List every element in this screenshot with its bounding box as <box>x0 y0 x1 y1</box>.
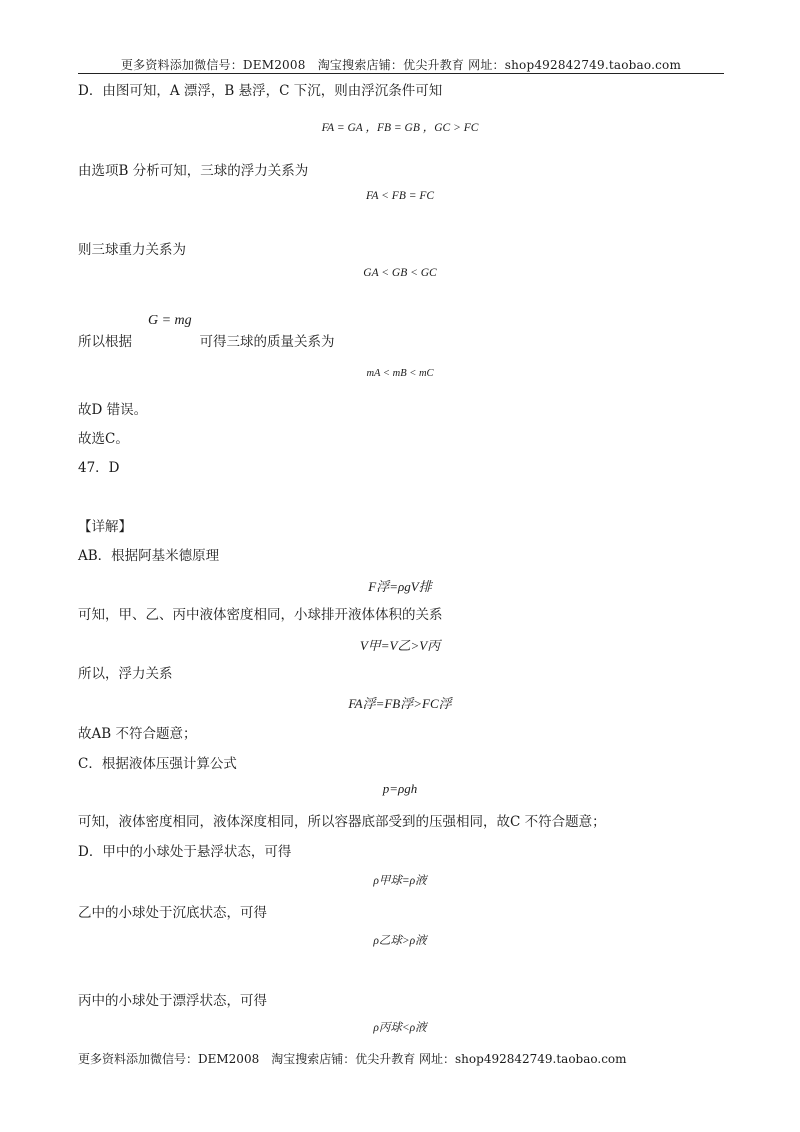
question-number: 47．D <box>78 460 120 476</box>
text-line: 丙中的小球处于漂浮状态，可得 <box>78 993 267 1009</box>
formula: ρ乙球>ρ液 <box>373 935 427 947</box>
section-heading: 【详解】 <box>78 519 132 535</box>
text-line: 则三球重力关系为 <box>78 242 186 258</box>
header-rule <box>78 73 724 74</box>
formula: GA < GB < GC <box>363 267 437 279</box>
page-footer: 更多资料添加微信号：DEM2008 淘宝搜索店铺：优尖升教育 网址：shop492842749.taobao.com <box>78 1052 627 1066</box>
text-line: 故选C。 <box>78 431 129 447</box>
text-line: 所以，浮力关系 <box>78 666 173 682</box>
formula: mA < mB < mC <box>366 368 434 379</box>
text-line: 乙中的小球处于沉底状态，可得 <box>78 905 267 921</box>
page-header: 更多资料添加微信号：DEM2008 淘宝搜索店铺：优尖升教育 网址：shop492842749.taobao.com <box>120 58 682 72</box>
formula: FA浮=FB浮>FC浮 <box>348 696 452 711</box>
formula: ρ甲球=ρ液 <box>373 875 427 887</box>
text-line: D．由图可知，A 漂浮，B 悬浮，C 下沉，则由浮沉条件可知 <box>78 83 443 99</box>
text-line: AB．根据阿基米德原理 <box>78 548 220 564</box>
formula: p=ρgh <box>382 781 418 796</box>
text-line: 故AB 不符合题意； <box>78 726 197 742</box>
text-line: 可知，液体密度相同，液体深度相同，所以容器底部受到的压强相同，故C 不符合题意； <box>78 814 606 830</box>
text-line: 故D 错误。 <box>78 402 148 418</box>
text-line: 所以根据 可得三球的质量关系为 <box>78 334 335 350</box>
text-line: 可知，甲、乙、丙中液体密度相同，小球排开液体体积的关系 <box>78 607 443 623</box>
text-line: D．甲中的小球处于悬浮状态，可得 <box>78 844 292 860</box>
formula: F浮=ρgV排 <box>368 579 432 594</box>
formula: ρ丙球<ρ液 <box>373 1022 427 1034</box>
formula: FA < FB = FC <box>365 190 435 202</box>
inline-formula: G = mg <box>148 313 192 328</box>
text-line: C．根据液体压强计算公式 <box>78 756 237 772</box>
text-line: 由选项B 分析可知，三球的浮力关系为 <box>78 163 309 179</box>
formula: V甲=V乙>V丙 <box>359 638 441 653</box>
formula: FA = GA ，FB = GB ，GC > FC <box>321 122 479 134</box>
